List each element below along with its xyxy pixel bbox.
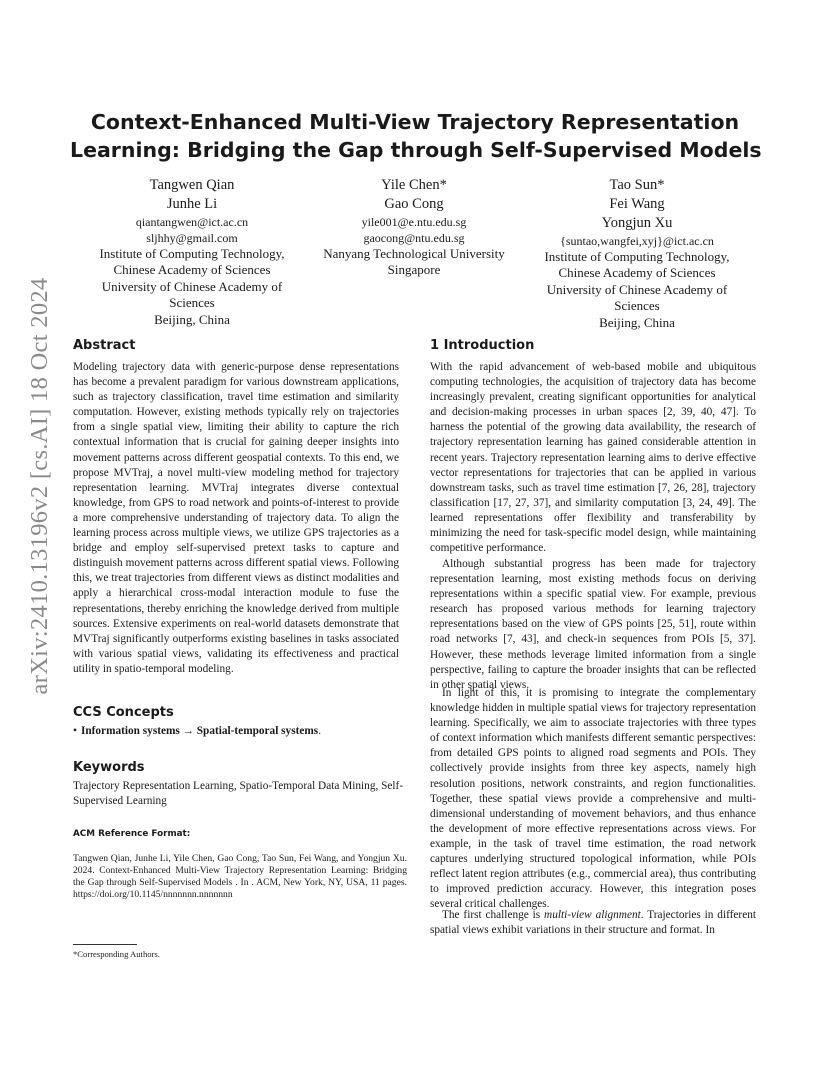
- ccs-concept-item: [73, 725, 321, 737]
- bullet: •: [73, 725, 77, 737]
- arxiv-id-text: arXiv:2410.13196v2 [cs.AI] 18 Oct 2024: [26, 277, 53, 695]
- author-block-3: [529, 176, 745, 331]
- affiliation-line: Sciences: [169, 295, 215, 311]
- author-name: Fei Wang: [609, 196, 665, 212]
- author-email: gaocong@ntu.edu.sg: [363, 231, 465, 245]
- footnote-corresponding-authors: *Corresponding Authors.: [73, 949, 160, 959]
- author-name: Yongjun Xu: [601, 215, 673, 231]
- abstract-text: Modeling trajectory data with generic-purpose dense representations has become a prevalent paradigm for various downstream applications, such as trajectory classification, travel time estimation and similarity computation. However, existing methods typically rely on trajectories from a single spatial view, limiting their ability to capture the rich contextual information that is crucial for gaining deeper insights into movement patterns across different geospatial contexts. To this end, we propose MVTraj, a novel multi-view modeling method for trajectory representation learning. MVTraj integrates diverse contextual knowledge, from GPS to road network and points-of-interest to provide a more comprehensive understanding of trajectory data. To align the learning process across multiple views, we utilize GPS trajectories as a bridge and employ self-supervised pretext tasks to capture and distinguish movement patterns across different spatial views. Following this, we treat trajectories from different views as distinct modalities and apply a hierarchical cross-modal interaction module to fuse the representations, thereby enriching the knowledge derived from multiple sources. Extensive experiments on real-world datasets demonstrate that MVTraj significantly outperforms existing baselines in tasks associated with various spatial views, validating its effectiveness and practical utility in spatio-temporal modeling.: [73, 361, 399, 675]
- intro-paragraph-2: Although substantial progress has been made for trajectory representation learning, most existing methods focus on deriving representations within a specific spatial view. For example, previous research has proposed various methods for learning trajectory representations based on the view of GPS points [25, 51], route within road networks [7, 43], and check-in sequences from POIs [5, 37]. However, these methods leverage limited information from a single perspective, failing to capture the broader insights that can be reflected in other spatial views.: [430, 558, 756, 691]
- keywords-heading: Keywords: [73, 760, 145, 775]
- affiliation-line: Chinese Academy of Sciences: [558, 265, 716, 281]
- affiliation-line: Institute of Computing Technology,: [544, 249, 730, 264]
- affiliation-line: Beijing, China: [599, 314, 675, 330]
- abstract-heading: Abstract: [73, 338, 136, 353]
- footnote-divider: [73, 944, 137, 945]
- title-line-2: Learning: Bridging the Gap through Self-Supervised Models: [70, 138, 762, 162]
- affiliation-line: University of Chinese Academy of: [101, 278, 283, 294]
- author-name: Yile Chen*: [381, 177, 447, 193]
- intro-paragraph-4: [430, 908, 756, 938]
- affiliation-line: Beijing, China: [154, 311, 230, 327]
- keywords-text: Trajectory Representation Learning, Spatio-Temporal Data Mining, Self-Supervised Learning: [73, 780, 404, 808]
- author-email: yile001@e.ntu.edu.sg: [361, 215, 467, 229]
- intro-p4-emphasis: multi-view alignment: [544, 909, 641, 921]
- intro-paragraph-3: In light of this, it is promising to integrate the complementary knowledge hidden in multiple spatial views for trajectory representation learning. Specifically, we aim to associate trajectories with three types of context information which manifests different semantic perspectives: from detailed GPS points to aligned road segments and POIs. They collectively provide insights from three key aspects, namely high resolution positions, network constraints, and region functionalities. Together, these spatial views provide a comprehensive and multi-dimensional understanding of movement behaviors, and thus enhance the development of more effective representations across views. For example, in the task of travel time estimation, the road network captures underlying structured topological information, while POIs reflect latent region attributes (e.g., commercial area), thus contributing to improved prediction accuracy. However, this integration poses several critical challenges.: [430, 687, 756, 911]
- affiliation-line: Singapore: [387, 262, 441, 278]
- introduction-heading: 1 Introduction: [430, 338, 535, 353]
- intro-p4-lead: The first challenge is: [442, 909, 545, 921]
- affiliation-line: University of Chinese Academy of: [546, 281, 728, 297]
- acm-reference-text: Tangwen Qian, Junhe Li, Yile Chen, Gao Cong, Tao Sun, Fei Wang, and Yongjun Xu. 2024. Context-Enhanced Multi-View Trajectory Representation Learning: Bridging the Gap through Self-Supervised Models . In . ACM, New York, NY, USA, 11 pages. https://doi.org/10.1145/nnnnnnn.nnnnnnn: [73, 852, 407, 901]
- affiliation-line: Institute of Computing Technology,: [99, 246, 285, 261]
- arxiv-side-stamp: [20, 277, 60, 695]
- acm-reference-heading: ACM Reference Format:: [73, 829, 191, 839]
- ccs-heading: CCS Concepts: [73, 705, 174, 720]
- author-block-1: [84, 176, 300, 328]
- author-name: Gao Cong: [384, 196, 444, 212]
- paper-title: [70, 108, 760, 164]
- affiliation-line: Chinese Academy of Sciences: [113, 262, 271, 278]
- author-block-2: [306, 176, 522, 279]
- ccs-concept-text: Information systems → Spatial-temporal systems: [80, 725, 319, 737]
- title-line-1: Context-Enhanced Multi-View Trajectory Representation: [90, 110, 740, 134]
- intro-paragraph-1: With the rapid advancement of web-based mobile and ubiquitous computing technologies, the acquisition of trajectory data has become increasingly prevalent, creating significant opportunities for analytical and decision-making processes in urban spaces [2, 39, 40, 47]. To harness the potential of the growing data availability, the research of trajectory representation learning has gained considerable attention in recent years. Trajectory representation learning aims to derive effective vector representations for trajectories that can be applied in various downstream tasks, such as travel time estimation [7, 26, 28], trajectory classification [17, 27, 37], and similarity computation [3, 24, 49]. The learned representations offer flexibility and transferability by minimizing the need for task-specific model design, while maintaining competitive performance.: [430, 361, 756, 555]
- author-email: qiantangwen@ict.ac.cn: [135, 215, 249, 229]
- author-name: Tao Sun*: [609, 177, 665, 193]
- affiliation-line: Nanyang Technological University: [323, 246, 505, 261]
- author-name: Junhe Li: [166, 196, 218, 212]
- author-email: sljhhy@gmail.com: [146, 231, 238, 245]
- author-email: {suntao,wangfei,xyj}@ict.ac.cn: [560, 234, 714, 248]
- intro-p4-rest: . Trajectories in different spatial views exhibit variations in their structure and format. In: [430, 909, 756, 937]
- affiliation-line: Sciences: [614, 298, 660, 314]
- ccs-trailing-period: .: [318, 725, 322, 737]
- author-name: Tangwen Qian: [149, 177, 235, 193]
